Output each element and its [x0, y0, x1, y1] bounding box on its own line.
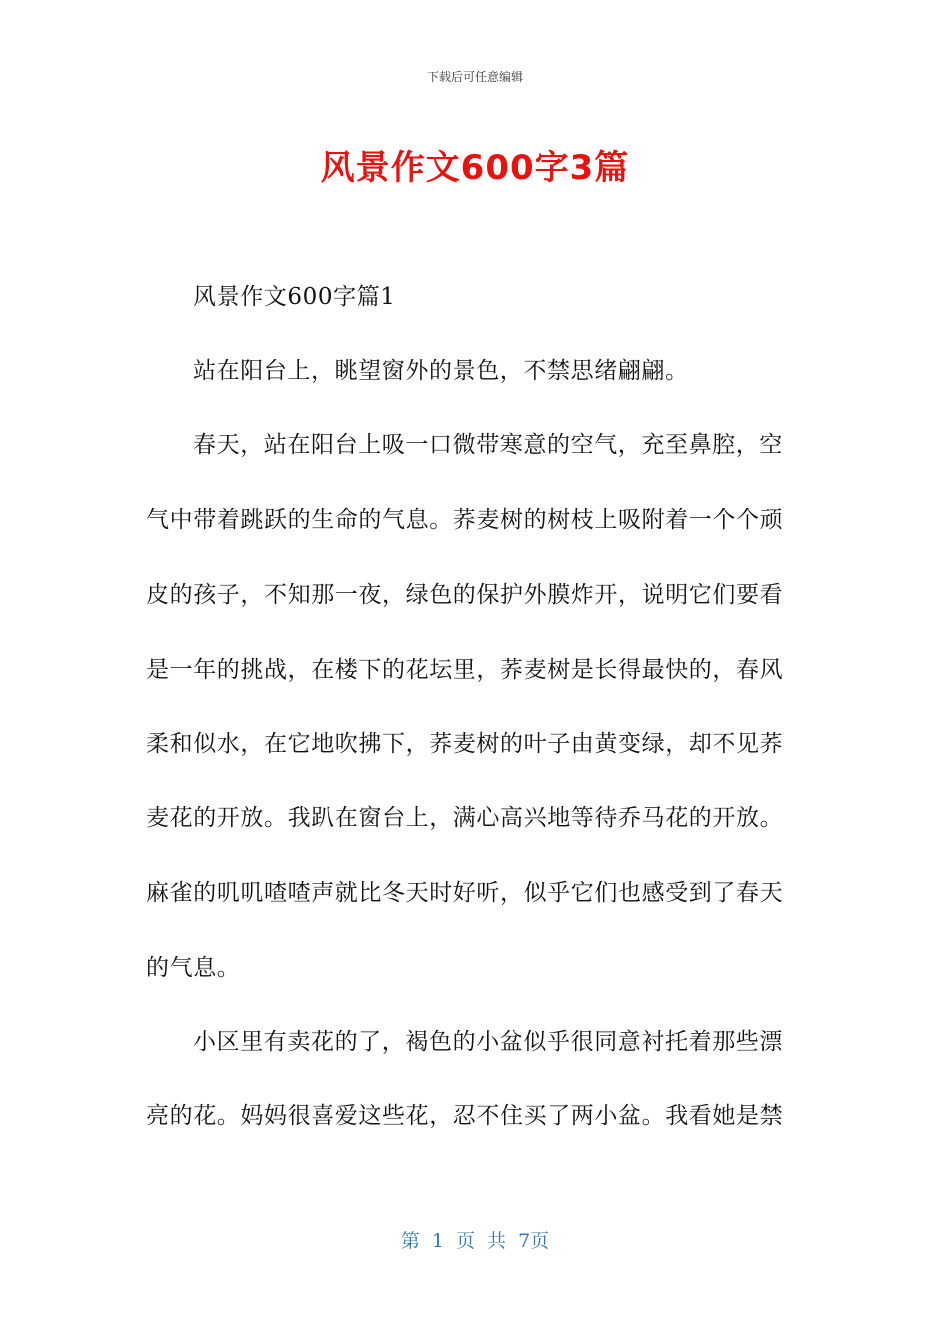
- paragraph-line: 皮的孩子，不知那一夜，绿色的保护外膜炸开，说明它们要看: [146, 582, 784, 608]
- paragraph-line: 的气息。: [146, 955, 241, 981]
- paragraph-line: 麦花的开放。我趴在窗台上，满心高兴地等待乔马花的开放。: [146, 805, 784, 831]
- header-note: 下载后可任意编辑: [426, 70, 523, 84]
- paragraph-line: 柔和似水，在它地吹拂下，荞麦树的叶子由黄变绿，却不见荞: [146, 731, 784, 757]
- paragraph-line: 春天，站在阳台上吸一口微带寒意的空气，充至鼻腔，空: [193, 432, 783, 458]
- paragraph-line: 是一年的挑战，在楼下的花坛里，荞麦树是长得最快的，春风: [146, 657, 784, 683]
- paragraph-line: 麻雀的叽叽喳喳声就比冬天时好听，似乎它们也感受到了春天: [146, 880, 784, 906]
- paragraph-line: 亮的花。妈妈很喜爱这些花，忍不住买了两小盆。我看她是禁: [146, 1103, 784, 1129]
- paragraph-line: 气中带着跳跃的生命的气息。荞麦树的树枝上吸附着一个个顽: [146, 507, 784, 533]
- paragraph-line: 小区里有卖花的了，褐色的小盆似乎很同意衬托着那些漂: [193, 1029, 783, 1055]
- page-number: 第 1 页 共 7页: [400, 1230, 550, 1252]
- section-heading: 风景作文600字篇1: [193, 284, 396, 310]
- paragraph-line: 站在阳台上，眺望窗外的景色，不禁思绪翩翩。: [193, 358, 689, 384]
- document-title: 风景作文600字3篇: [320, 148, 630, 188]
